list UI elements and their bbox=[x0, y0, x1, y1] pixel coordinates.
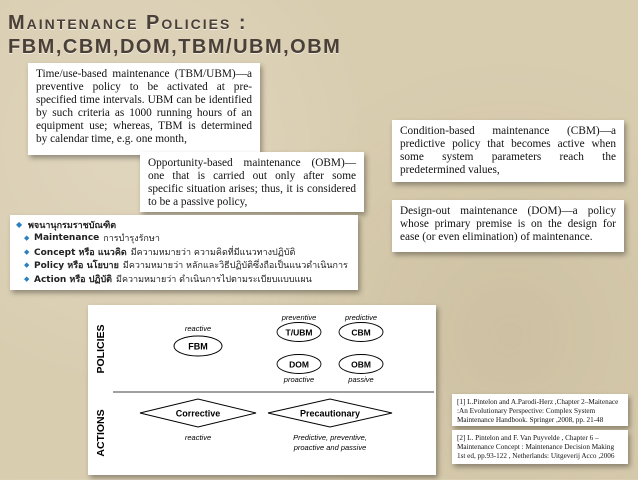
tubm-label: T/UBM bbox=[285, 327, 313, 338]
bullet-diamond-icon: ◆ bbox=[24, 234, 30, 243]
actions-row-label: ACTIONS bbox=[95, 409, 107, 457]
preventive-label: preventive bbox=[281, 313, 317, 322]
ppp-label-line2: proactive and passive bbox=[293, 443, 367, 452]
reactive-bottom-label: reactive bbox=[184, 433, 212, 442]
definition-text: มีความหมายว่า หลักและวิธีปฏิบัติซึ่งถือเป็นแนวดำเนินการ bbox=[122, 261, 348, 272]
definition-term: Maintenance bbox=[34, 233, 100, 244]
definition-text: มีความหมายว่า ดำเนินการไปตามระเบียบแบบแผน bbox=[116, 274, 312, 285]
dom-definition-card: Design-out maintenance (DOM)—a policy whose primary premise is on the design for ease (or even elimination) of maintenance. bbox=[392, 200, 624, 252]
definition-text: การบำรุงรักษา bbox=[103, 234, 160, 245]
predictive-label: predictive bbox=[344, 313, 378, 322]
corrective-label: Corrective bbox=[175, 408, 221, 419]
bullet-diamond-icon: ◆ bbox=[24, 261, 30, 270]
cbm-definition-card: Condition-based maintenance (CBM)—a predictive policy that becomes active when some system parameters reach the predetermined values, bbox=[392, 120, 624, 182]
definition-item bbox=[16, 245, 352, 259]
definition-item bbox=[16, 232, 352, 246]
obm-label: OBM bbox=[351, 359, 371, 370]
dom-label: DOM bbox=[289, 359, 309, 370]
ppp-label-line1: Predictive, preventive, bbox=[293, 433, 367, 442]
royal-dictionary-card bbox=[10, 215, 358, 290]
bullet-diamond-icon: ◆ bbox=[24, 274, 30, 283]
definition-term: Concept หรือ แนวคิด bbox=[34, 247, 127, 258]
tbm-definition-card: Time/use-based maintenance (TBM/UBM)—a preventive policy to be activated at pre-specified time intervals. UBM can be identified by such criteria as 1000 running hours of an equipment use; whereas, TBM is determined by calendar time, e.g. one month, bbox=[28, 63, 260, 155]
cbm-label: CBM bbox=[351, 327, 371, 338]
reference-2: [2] L. Pintelon and F. Van Puyvelde , Chapter 6 – Maintenance Concept : Maintenance Decision Making 1st ed, pp.93-122 , Netherlands: Uitgeverij Acco ,2006 bbox=[452, 430, 628, 464]
definition-item bbox=[16, 272, 352, 286]
dictionary-heading: พจนานุกรมราชบัณฑิต bbox=[28, 220, 117, 231]
policies-actions-diagram bbox=[88, 305, 436, 475]
policies-row-label: POLICIES bbox=[95, 324, 107, 374]
passive-label: passive bbox=[348, 375, 374, 384]
definition-term: Policy หรือ นโยบาย bbox=[34, 261, 119, 272]
precautionary-label: Precautionary bbox=[299, 408, 361, 419]
fbm-label: FBM bbox=[188, 341, 208, 352]
slide-subtitle: FBM,CBM,DOM,TBM/UBM,OBM bbox=[8, 36, 342, 58]
obm-definition-card: Opportunity-based maintenance (OBM)—one that is carried out only after some specific situation arises; thus, it is considered to be a passive policy, bbox=[140, 152, 364, 212]
bullet-diamond-icon: ◆ bbox=[24, 247, 30, 256]
definition-item bbox=[16, 259, 352, 273]
definition-term: Action หรือ ปฏิบัติ bbox=[34, 274, 113, 285]
reference-1: [1] L.Pintelon and A.Parodi-Herz ,Chapter 2–Maitenace :An Evolutionary Perspective: Complex System Maintenance Handbook. Springer ,2008, pp. 21-48 bbox=[452, 394, 628, 426]
bullet-diamond-icon: ◆ bbox=[16, 220, 23, 230]
definition-text: มีความหมายว่า ความคิดที่มีแนวทางปฏิบัติ bbox=[130, 247, 296, 258]
proactive-label: proactive bbox=[283, 375, 315, 384]
slide-title: Maintenance Policies : bbox=[8, 12, 248, 34]
reactive-top-label: reactive bbox=[184, 324, 212, 333]
